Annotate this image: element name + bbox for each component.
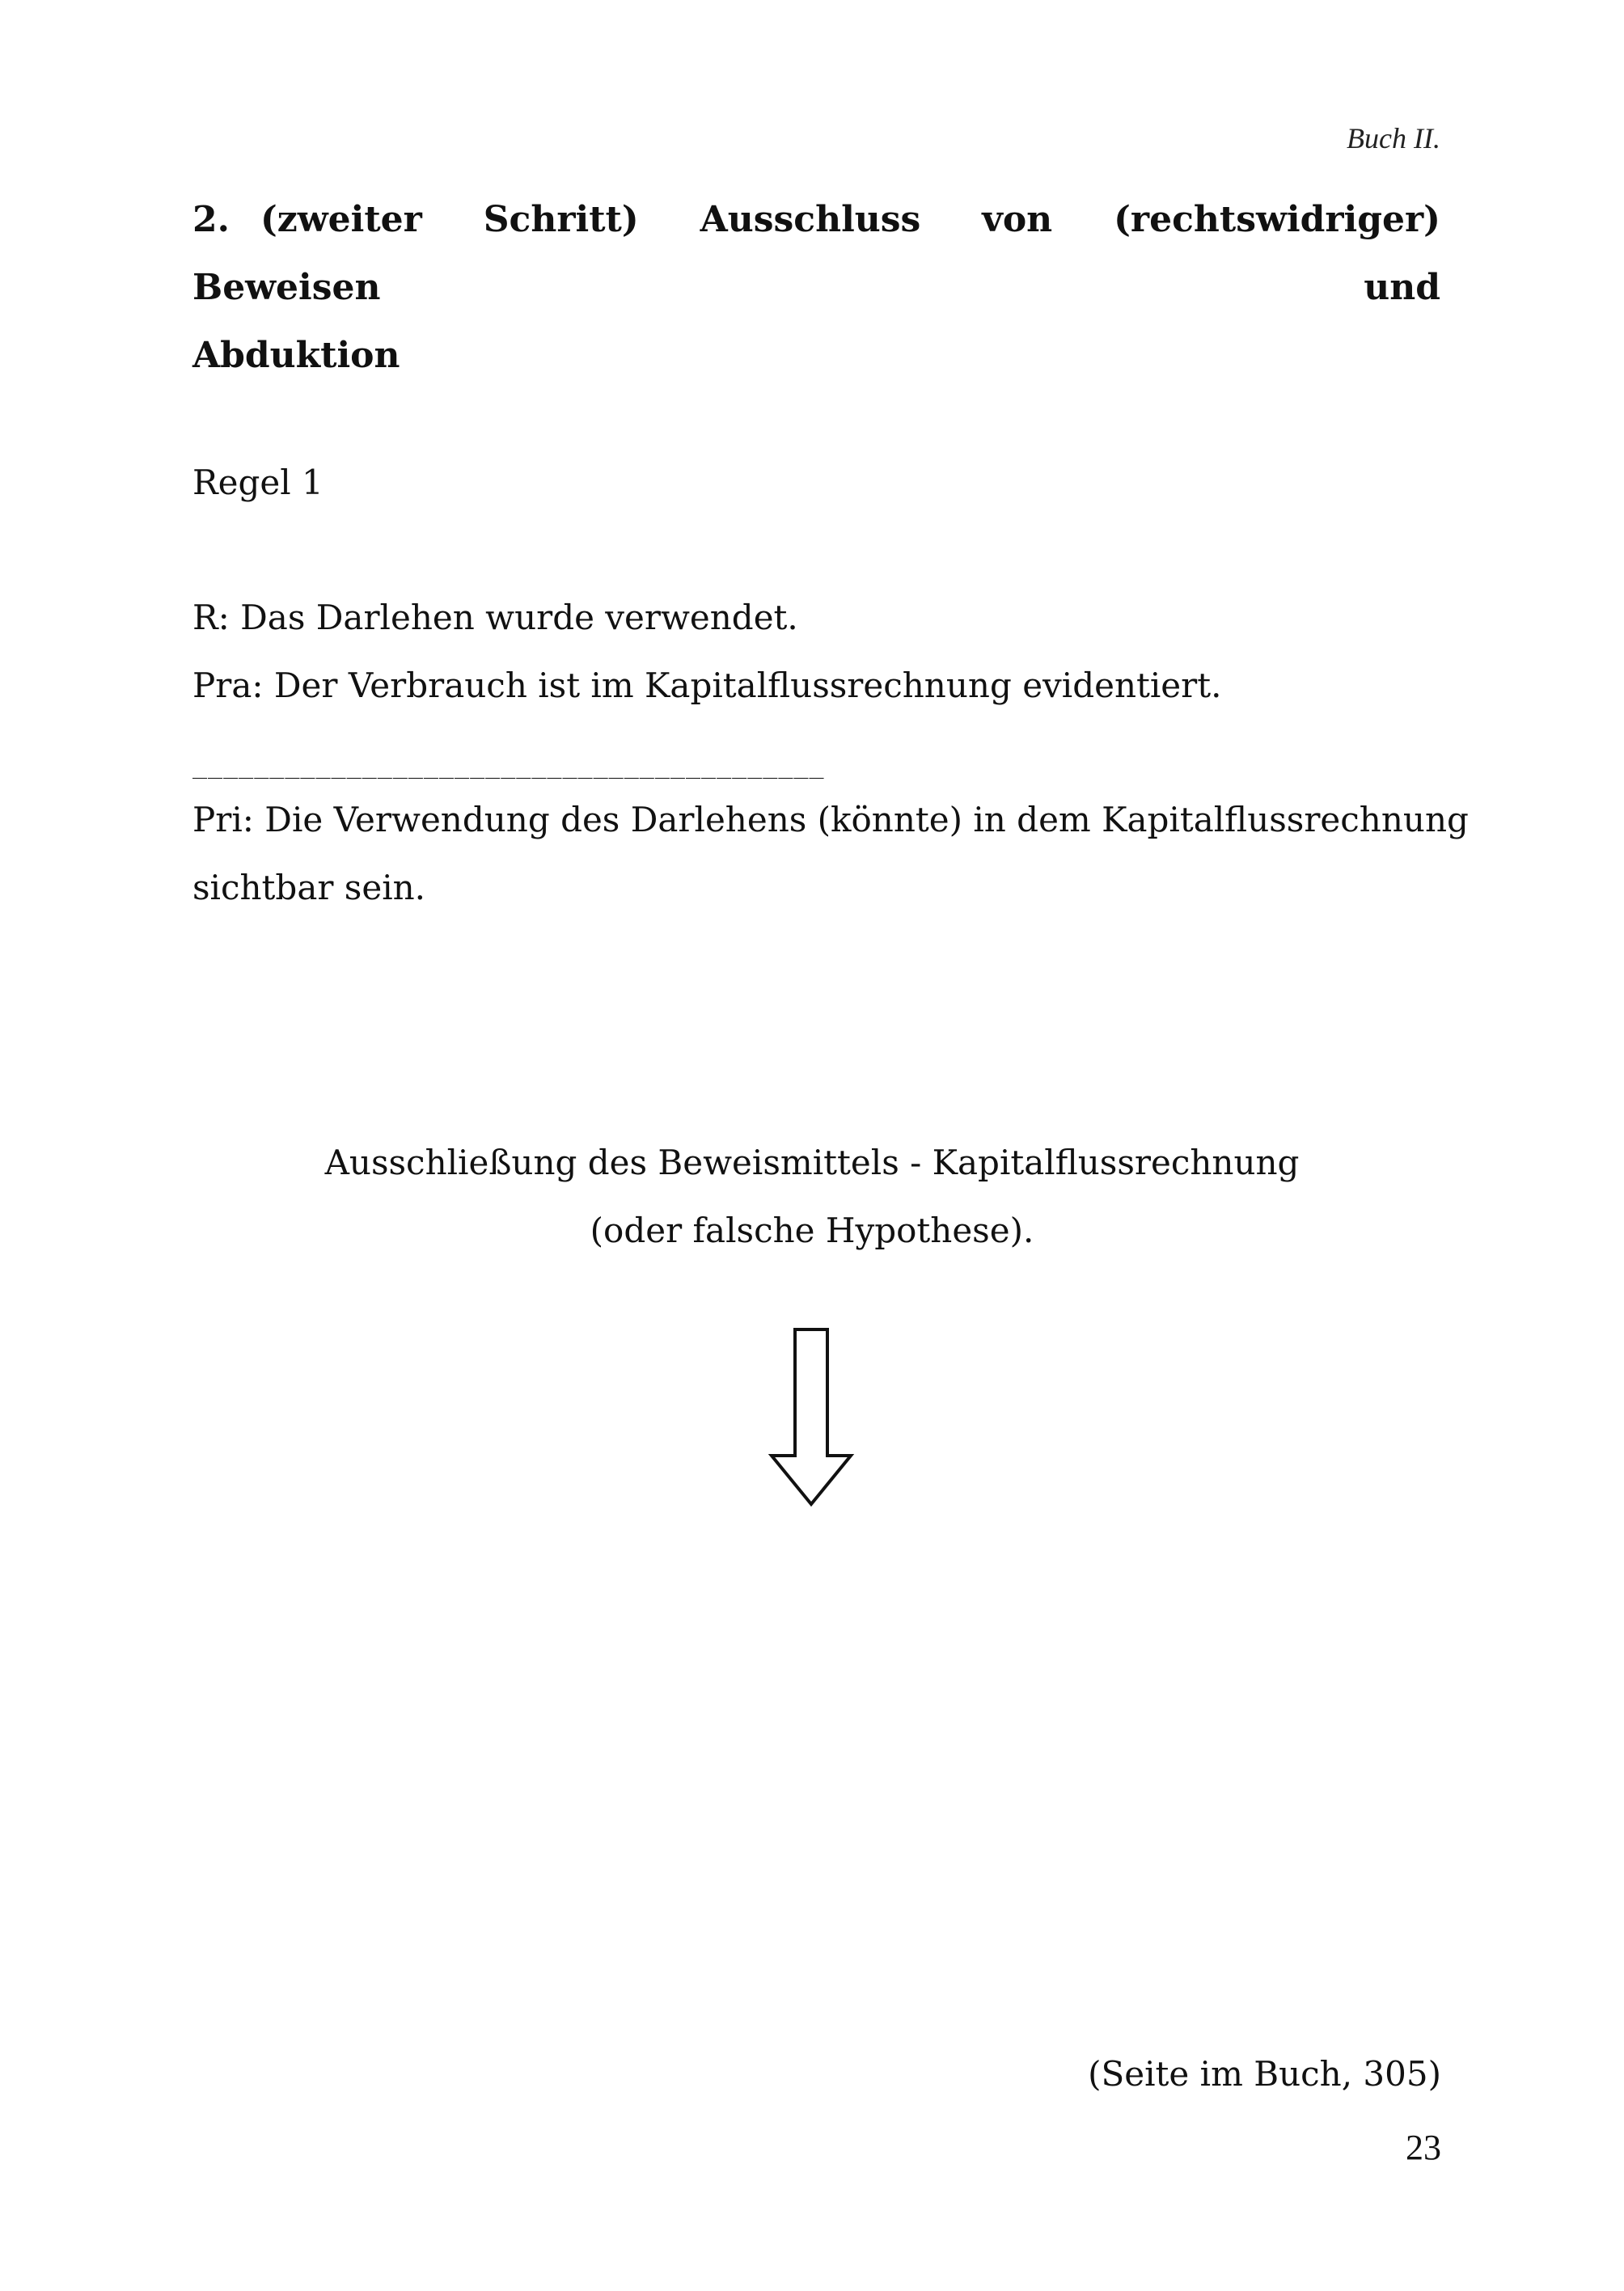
conclusion-line1: Ausschließung des Beweismittels - Kapitalflussrechnung bbox=[324, 1143, 1300, 1182]
section-heading bbox=[192, 186, 1440, 390]
down-arrow-icon bbox=[767, 1326, 856, 1508]
section-heading-line1 bbox=[192, 186, 1440, 322]
rule-label: Regel 1 bbox=[192, 463, 324, 502]
running-head: Buch II. bbox=[1347, 122, 1440, 154]
section-title-line1: (zweiter Schritt) Ausschluss von (rechtswidriger) Beweisen und bbox=[192, 199, 1440, 308]
separator-line: _________________________________________ bbox=[192, 751, 825, 780]
rule-pri-line1: Pri: Die Verwendung des Darlehens (könnte) in dem Kapitalflussrechnung bbox=[192, 800, 1469, 839]
page-number: 23 bbox=[1406, 2128, 1441, 2167]
section-title-line2: Abduktion bbox=[192, 335, 400, 376]
page-reference: (Seite im Buch, 305) bbox=[1088, 2054, 1441, 2094]
rule-pri-line2: sichtbar sein. bbox=[192, 868, 426, 907]
section-number: 2. bbox=[192, 199, 230, 240]
rule-pra-line: Pra: Der Verbrauch ist im Kapitalflussrechnung evidentiert. bbox=[192, 666, 1222, 705]
rule-r-line: R: Das Darlehen wurde verwendet. bbox=[192, 598, 798, 637]
conclusion-line2: (oder falsche Hypothese). bbox=[590, 1211, 1034, 1250]
